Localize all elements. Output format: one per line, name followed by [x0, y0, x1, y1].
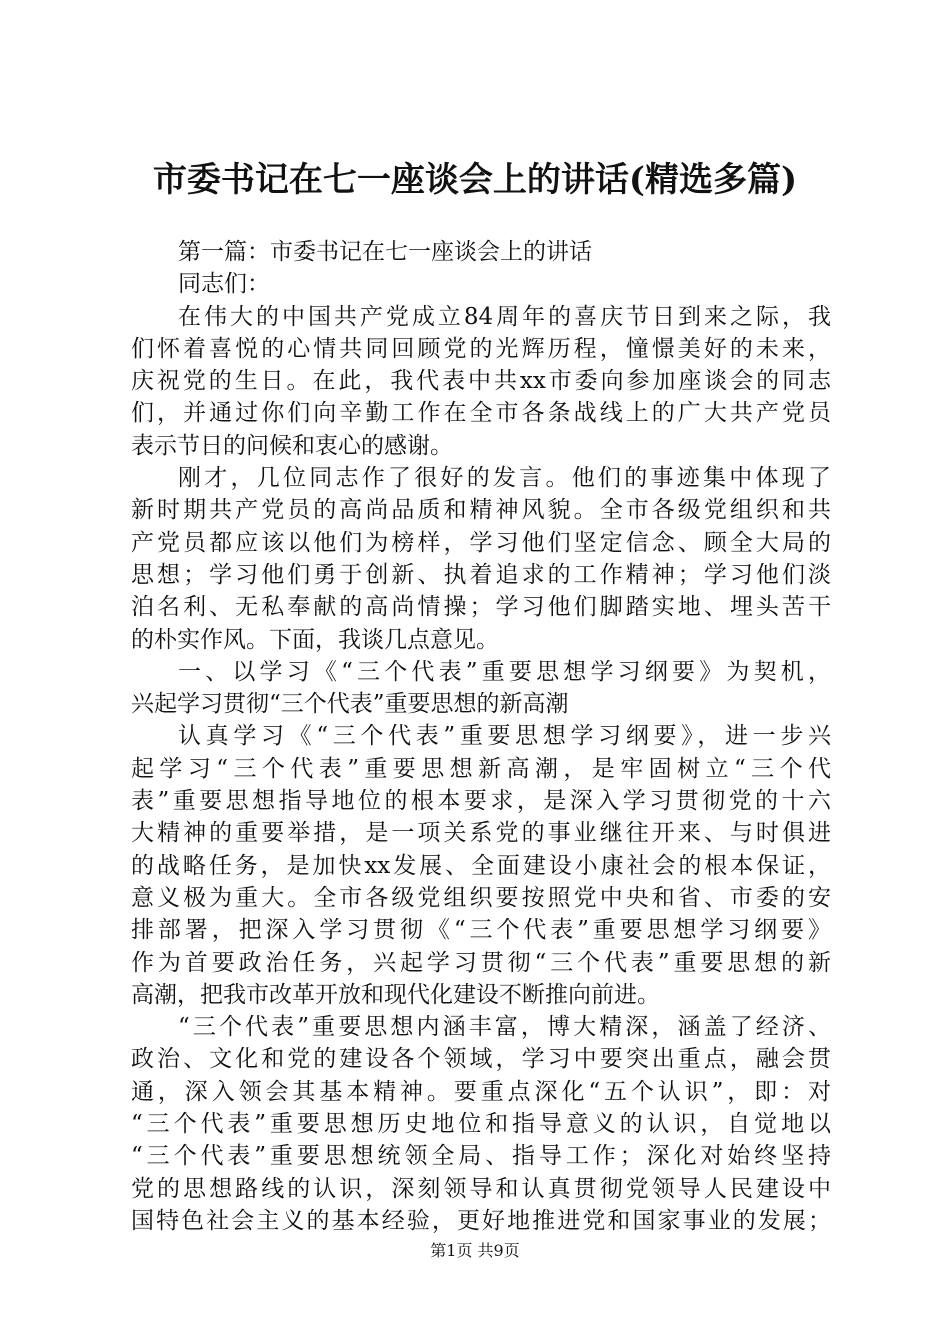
- paragraph-line: 党的思想路线的认识，深刻领导和认真贯彻党领导人民建设中: [131, 1175, 831, 1202]
- section-heading-1: 第一篇：市委书记在七一座谈会上的讲话: [178, 239, 592, 265]
- paragraph-line: 在伟大的中国共产党成立84周年的喜庆节日到来之际，我: [178, 303, 831, 330]
- paragraph-line: 的战略任务，是加快xx发展、全面建设小康社会的根本保证，: [131, 852, 831, 879]
- paragraph-line: 作为首要政治任务，兴起学习贯彻“三个代表”重要思想的新: [131, 949, 831, 976]
- paragraph-line: 高潮，把我市改革开放和现代化建设不断推向前进。: [131, 981, 660, 1008]
- paragraph-line: 意义极为重大。全市各级党组织要按照党中央和省、市委的安: [131, 884, 831, 911]
- salutation: 同志们：: [178, 271, 270, 298]
- document-body: [131, 236, 831, 1237]
- paragraph-line: 庆祝党的生日。在此，我代表中共xx市委向参加座谈会的同志: [131, 368, 831, 395]
- paragraph-line: 排部署，把深入学习贯彻《“三个代表”重要思想学习纲要》: [131, 917, 831, 944]
- paragraph-line: 们怀着喜悦的心情共同回顾党的光辉历程，憧憬美好的未来，: [131, 335, 831, 362]
- paragraph-line: 表示节日的问候和衷心的感谢。: [131, 432, 453, 459]
- paragraph-line: 思想；学习他们勇于创新、执着追求的工作精神；学习他们淡: [131, 561, 831, 588]
- paragraph-line: “三个代表”重要思想统领全局、指导工作；深化对始终坚持: [131, 1143, 831, 1170]
- page-number: 第1页 共9页: [430, 1241, 520, 1260]
- paragraph-line: 们，并通过你们向辛勤工作在全市各条战线上的广大共产党员: [131, 400, 831, 427]
- paragraph-line: “三个代表”重要思想历史地位和指导意义的认识，自觉地以: [131, 1111, 831, 1138]
- paragraph-line: 新时期共产党员的高尚品质和精神风貌。全市各级党组织和共: [131, 497, 831, 524]
- paragraph-line: 大精神的重要举措，是一项关系党的事业继往开来、与时俱进: [131, 820, 831, 847]
- paragraph-line: 认真学习《“三个代表”重要思想学习纲要》，进一步兴: [178, 723, 831, 750]
- paragraph-line: 刚才，几位同志作了很好的发言。他们的事迹集中体现了: [178, 465, 831, 492]
- paragraph-line: 表”重要思想指导地位的根本要求，是深入学习贯彻党的十六: [131, 788, 831, 815]
- paragraph-line: 国特色社会主义的基本经验，更好地推进党和国家事业的发展；: [131, 1207, 831, 1234]
- section-heading-line: 兴起学习贯彻“三个代表”重要思想的新高潮: [131, 691, 569, 718]
- section-heading-line: 一、以学习《“三个代表”重要思想学习纲要》为契机，: [178, 658, 831, 685]
- paragraph-line: 产党员都应该以他们为榜样，学习他们坚定信念、顾全大局的: [131, 529, 831, 556]
- paragraph-line: 起学习“三个代表”重要思想新高潮，是牢固树立“三个代: [131, 755, 831, 782]
- paragraph-line: 通，深入领会其基本精神。要重点深化“五个认识”，即：对: [131, 1078, 831, 1105]
- paragraph-line: 的朴实作风。下面，我谈几点意见。: [131, 626, 499, 653]
- paragraph-line: 泊名利、无私奉献的高尚情操；学习他们脚踏实地、埋头苦干: [131, 594, 831, 621]
- paragraph-line: “三个代表”重要思想内涵丰富，博大精深，涵盖了经济、: [178, 1014, 831, 1041]
- paragraph-line: 政治、文化和党的建设各个领域，学习中要突出重点，融会贯: [131, 1046, 831, 1073]
- document-title: 市委书记在七一座谈会上的讲话(精选多篇): [152, 160, 798, 200]
